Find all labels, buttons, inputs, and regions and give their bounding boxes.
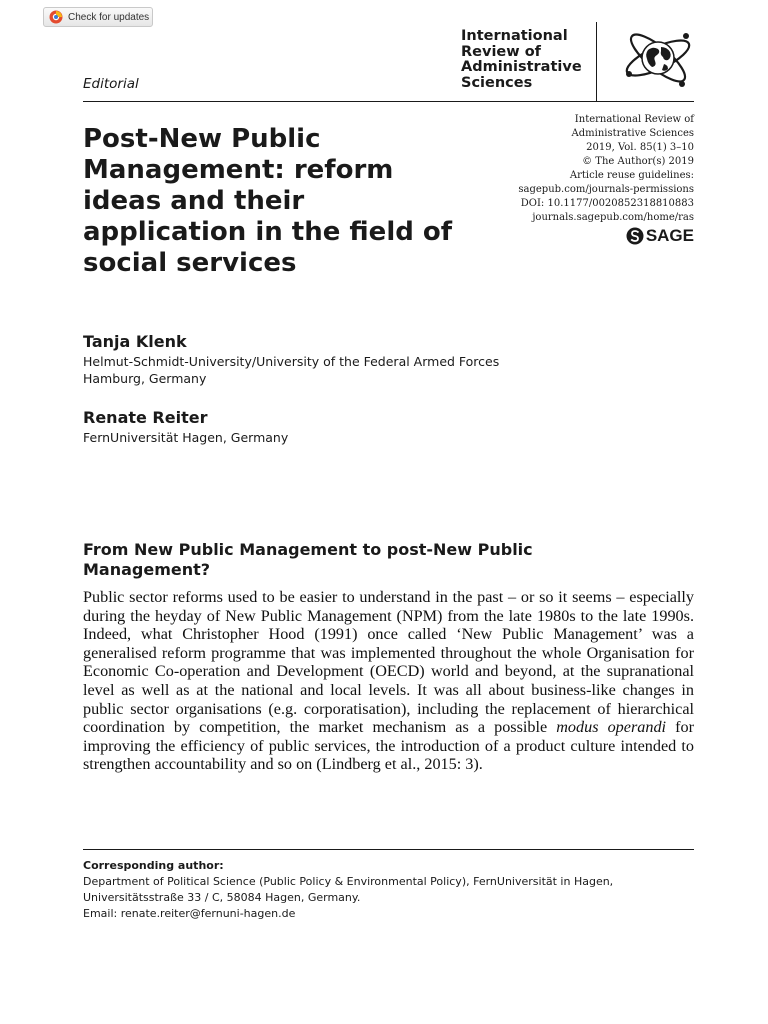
author-email-link[interactable]: Email: renate.reiter@fernuni-hagen.de <box>83 907 296 920</box>
body-text-part: for improving the efficiency of public services, the introduction of a product culture intended to strengthen accountability and so on (Lindberg et al., 2015: 3). <box>83 718 694 774</box>
meta-line: 2019, Vol. 85(1) 3–10 <box>586 142 694 153</box>
journal-name-line: Review of <box>461 43 541 60</box>
doi-link[interactable]: DOI: 10.1177/0020852318810883 <box>520 198 694 209</box>
footer-line: Universitätsstraße 33 / C, 58084 Hagen, Germany. <box>83 891 361 904</box>
sage-publisher-logo <box>626 226 694 246</box>
article-title: Post-New Public Management: reform ideas and their application in the field of social services <box>83 124 453 278</box>
journal-globe-logo-icon <box>620 22 696 94</box>
section-label: Editorial <box>83 76 139 92</box>
header-rule <box>83 101 694 102</box>
journal-name <box>461 29 591 91</box>
body-paragraph <box>83 588 694 774</box>
meta-line: International Review of <box>574 114 694 125</box>
journal-name-line: Sciences <box>461 74 533 91</box>
footer-rule <box>83 849 694 850</box>
meta-line: Article reuse guidelines: <box>569 170 694 181</box>
reuse-link[interactable]: sagepub.com/journals-permissions <box>518 184 694 195</box>
author-affiliation: Helmut-Schmidt-University/University of the Federal Armed Forces Hamburg, Germany <box>83 354 500 386</box>
body-text-part: Public sector reforms used to be easier to understand in the past – or so it seems – especially during the heyday of New Public Management (NPM) from the late 1980s to the late 1990s. Indeed, what Christopher Hood (1991) once called ‘New Public Management’ was a generalised reform programme that was implemented throughout the whole Organisation for Economic Co-operation and Development (OECD) world and beyond, at the supranational level as well as at the national and local levels. It was all about business-like changes in public sector organisations (e.g. corporatisation), including the replacement of hierarchical coordination by competition, the market mechanism as a possible <box>83 588 694 737</box>
sage-logo-icon <box>626 227 644 245</box>
corresponding-author-note <box>83 858 694 922</box>
meta-line: © The Author(s) 2019 <box>582 156 694 167</box>
author-name: Tanja Klenk <box>83 332 187 351</box>
check-updates-label: Check for updates <box>68 11 150 23</box>
logo-divider <box>596 22 597 102</box>
section-heading: From New Public Management to post-New Public Management? <box>83 540 533 579</box>
journal-name-line: International <box>461 28 568 44</box>
article-metadata <box>444 113 694 225</box>
meta-line: Administrative Sciences <box>571 128 694 139</box>
author-affiliation: FernUniversität Hagen, Germany <box>83 430 289 445</box>
journal-name-line: Administrative <box>461 59 582 75</box>
corresponding-author-label: Corresponding author: <box>83 859 224 872</box>
journal-home-link[interactable]: journals.sagepub.com/home/ras <box>532 212 694 223</box>
author-name: Renate Reiter <box>83 408 208 427</box>
body-text-italic: modus operandi <box>556 718 667 737</box>
check-updates-icon <box>49 10 63 24</box>
footer-line: Department of Political Science (Public Policy & Environmental Policy), FernUniversität in Hagen, <box>83 875 614 888</box>
sage-logo-text: SAGE <box>645 226 694 245</box>
check-for-updates-button[interactable] <box>43 7 153 27</box>
